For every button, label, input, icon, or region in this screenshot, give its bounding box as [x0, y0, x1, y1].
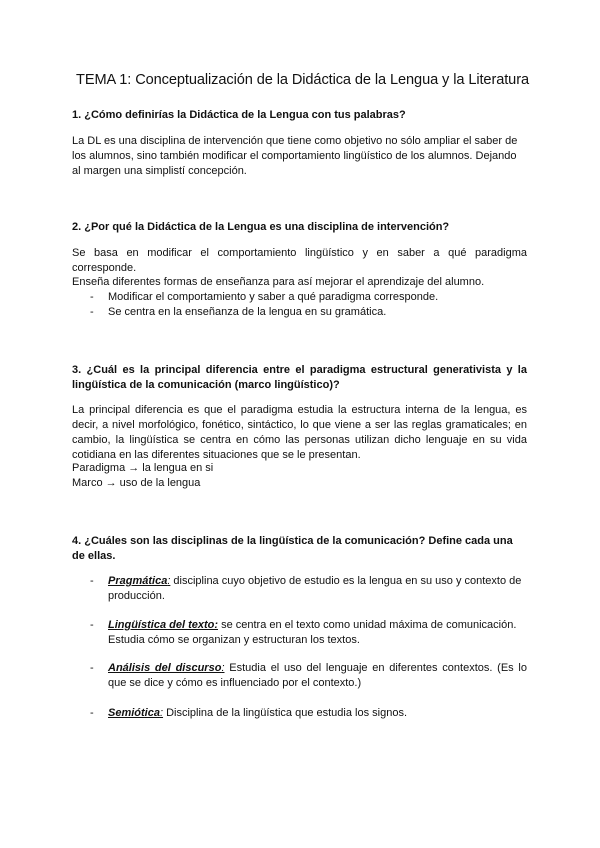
- answer-3: La principal diferencia es que el paradigma estudia la estructura interna de la lengua, es decir, a nivel morfológico, fonético, sintáctico, lo que viene a ser las reglas gramaticales; en cambio, la lingüística se centra en cómo las personas utilizan dicho lenguaje en su vida cotidiana en las diferentes situaciones que se le presentan.: [72, 404, 527, 461]
- list-item-pragmatica: - Pragmática: disciplina cuyo objetivo de estudio es la lengua en su uso y contexto de producción.: [90, 575, 522, 602]
- list-item-semiotica: - Semiótica: Disciplina de la lingüística que estudia los signos.: [90, 707, 408, 719]
- list-item: - Modificar el comportamiento y saber a qué paradigma corresponde.: [90, 290, 527, 305]
- answer-2-paragraph-1: Se basa en modificar el comportamiento lingüístico y en saber a qué paradigma corresponde.: [72, 247, 527, 274]
- list-item-text: Se centra en la enseñanza de la lengua en su gramática.: [108, 306, 387, 318]
- term-semiotica: Semiótica: [108, 707, 160, 719]
- answer-2-paragraph-2: Enseña diferentes formas de enseñanza para así mejorar el aprendizaje del alumno.: [72, 276, 485, 288]
- question-4: 4. ¿Cuáles son las disciplinas de la lingüística de la comunicación? Define cada una de ellas.: [72, 535, 513, 562]
- term-analisis-del-discurso: Análisis del discurso: [108, 662, 222, 674]
- page-title: TEMA 1: Conceptualización de la Didáctica de la Lengua y la Literatura: [76, 72, 529, 88]
- answer-3-paradigma-line: Paradigma → la lengua en si: [72, 462, 214, 474]
- definition-text: se centra en el texto como unidad máxima de comunicación. Estudia cómo se organizan y estructuran los textos.: [108, 619, 517, 646]
- list-item: - Se centra en la enseñanza de la lengua en su gramática.: [90, 305, 527, 320]
- definition-text: disciplina cuyo objetivo de estudio es la lengua en su uso y contexto de producción.: [108, 575, 522, 602]
- list-item-analisis-del-discurso: - Análisis del discurso: Estudia el uso del lenguaje en diferentes contextos. (Es lo que se dice y cómo es influenciado por el contexto.): [90, 662, 527, 689]
- question-2: 2. ¿Por qué la Didáctica de la Lengua es una disciplina de intervención?: [72, 221, 450, 233]
- definition-text: Estudia el uso del lenguaje en diferentes contextos. (Es lo que se dice y cómo es influenciado por el contexto.): [108, 662, 527, 689]
- list-item-text: Modificar el comportamiento y saber a qué paradigma corresponde.: [108, 291, 439, 303]
- answer-3-marco-line: Marco → uso de la lengua: [72, 477, 201, 489]
- list-item-linguistica-del-texto: - Lingüística del texto: se centra en el texto como unidad máxima de comunicación. Estudia cómo se organizan y estructuran los textos.: [90, 619, 517, 646]
- question-1: 1. ¿Cómo definirías la Didáctica de la Lengua con tus palabras?: [72, 109, 406, 121]
- term-linguistica-del-texto: Lingüística del texto:: [108, 619, 219, 631]
- definition-text: Disciplina de la lingüística que estudia los signos.: [163, 707, 408, 719]
- question-3: 3. ¿Cuál es la principal diferencia entre el paradigma estructural generativista y la lingüística de la comunicación (marco lingüístico)?: [72, 364, 527, 391]
- answer-1: La DL es una disciplina de intervención que tiene como objetivo no sólo ampliar el saber de los alumnos, sino también modificar el comportamiento lingüístico de los alumnos. Dejando al margen una simplistí concepción.: [72, 135, 518, 177]
- term-pragmatica: Pragmática: [108, 575, 168, 587]
